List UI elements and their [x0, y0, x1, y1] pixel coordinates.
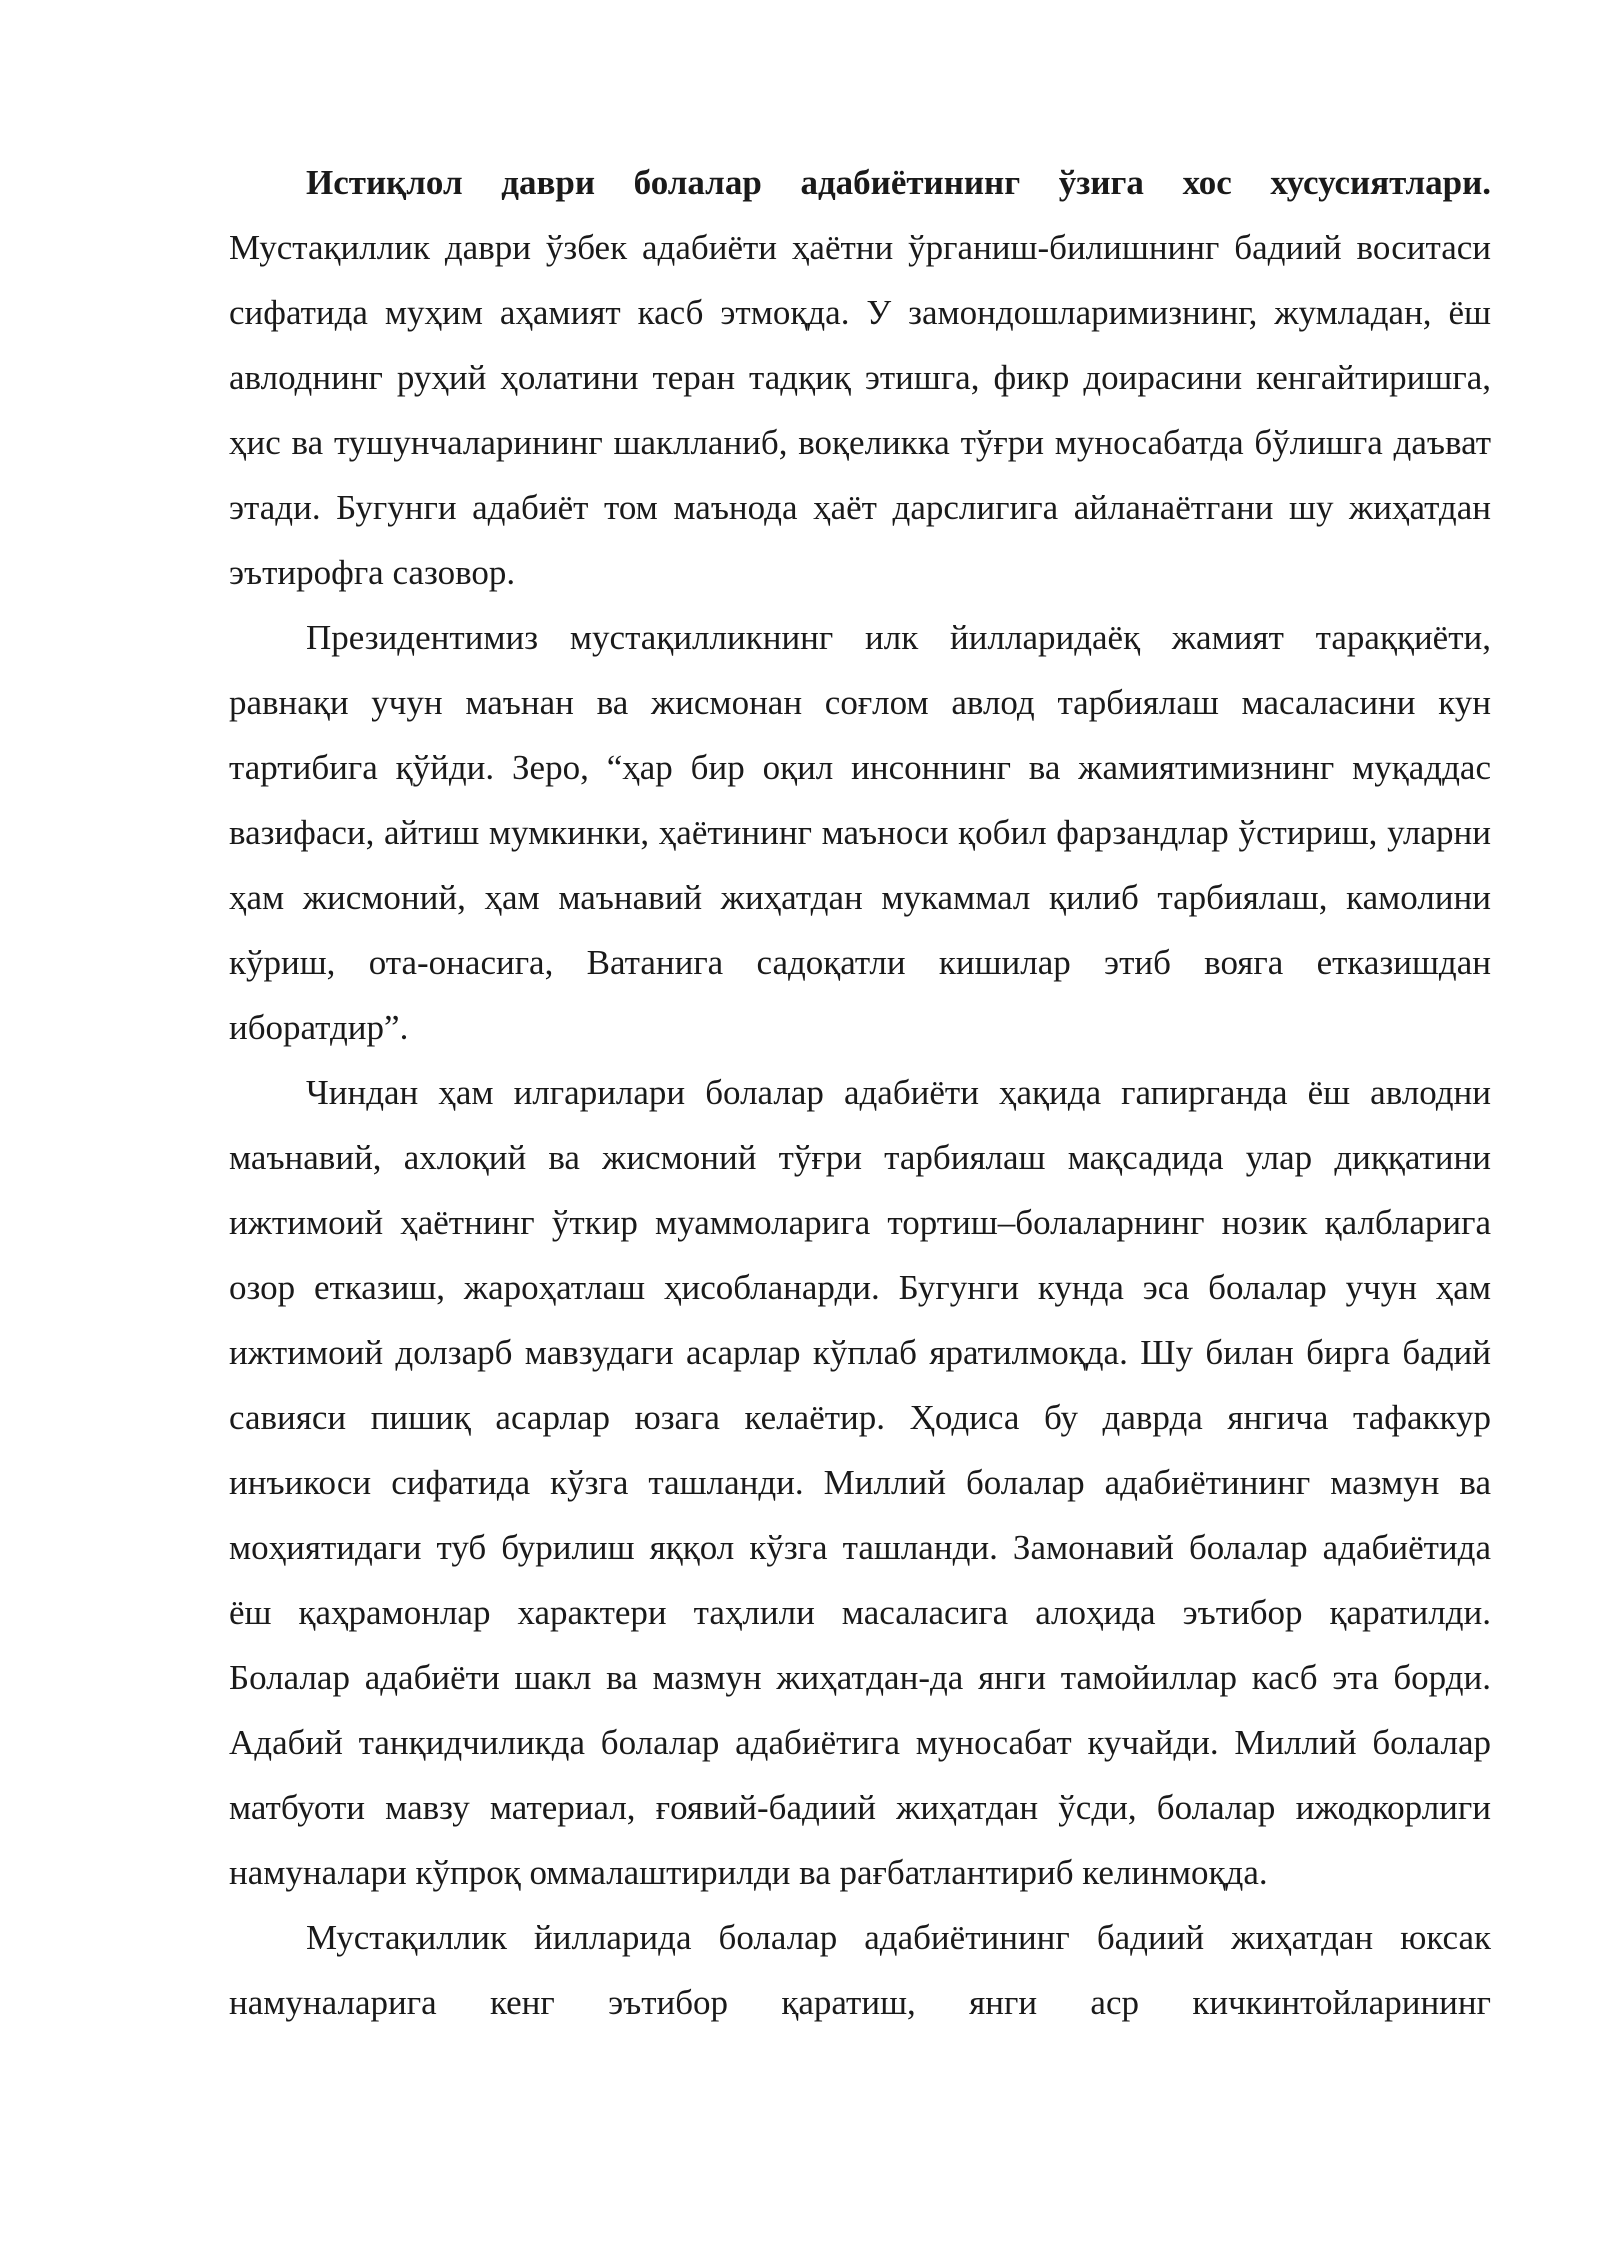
paragraph-4: Мустақиллик йилларида болалар адабиётининг бадиий жиҳатдан юксак намуналарига кенг эътибор қаратиш, янги аср кичкинтойларининг: [229, 1918, 1491, 2022]
paragraph-3: Чиндан ҳам илгарилари болалар адабиёти ҳақида гапирганда ёш авлодни маънавий, ахлоқий ва жисмоний тўғри тарбиялаш мақсадида улар диққатини ижтимоий ҳаётнинг ўткир муаммоларига тортиш–болаларнинг нозик қалбларига озор етказиш, жароҳатлаш ҳисобланарди. Бугунги кунда эса болалар учун ҳам ижтимоий долзарб мавзудаги асарлар кўплаб яратилмоқда. Шу билан бирга бадий савияси пишиқ асарлар юзага келаётир. Ҳодиса бу даврда янгича тафаккур инъикоси сифатида кўзга ташланди. Миллий болалар адабиётининг мазмун ва моҳиятидаги туб бурилиш яққол кўзга ташланди. Замонавий болалар адабиётида ёш қаҳрамонлар характери таҳлили масаласига алоҳида эътибор қаратилди. Болалар адабиёти шакл ва мазмун жиҳатдан-да янги тамойиллар касб эта борди. Адабий танқидчиликда болалар адабиётига муносабат кучайди. Миллий болалар матбуоти мавзу материал, ғоявий-бадиий жиҳатдан ўсди, болалар ижодкорлиги намуналари кўпроқ оммалаштирилди ва рағбатлантириб келинмоқда.: [229, 1073, 1491, 1892]
paragraph-2: Президентимиз мустақилликнинг илк йилларидаёқ жамият тараққиёти, равнақи учун маънан ва жисмонан соғлом авлод тарбиялаш масаласини кун тартибига қўйди. Зеро, “ҳар бир оқил инсоннинг ва жамиятимизнинг муқаддас вазифаси, айтиш мумкинки, ҳаётининг маъноси қобил фарзандлар ўстириш, уларни ҳам жисмоний, ҳам маънавий жиҳатдан мукаммал қилиб тарбиялаш, камолини кўриш, ота-онасига, Ватанига садоқатли кишилар этиб вояга етказишдан иборатдир”.: [229, 618, 1491, 1047]
paragraph-1: [229, 150, 1491, 605]
section-heading: Истиқлол даври болалар адабиётининг ўзига хос хусусиятлари.: [306, 163, 1491, 202]
paragraph-1-text: Мустақиллик даври ўзбек адабиёти ҳаётни ўрганиш-билишнинг бадиий воситаси сифатида муҳим аҳамият касб этмоқда. У замондошларимизнинг, жумладан, ёш авлоднинг руҳий ҳолатини теран тадқиқ этишга, фикр доирасини кенгайтиришга, ҳис ва тушунчаларининг шаклланиб, воқеликка тўғри муносабатда бўлишга даъват этади. Бугунги адабиёт том маънода ҳаёт дарслигига айланаётгани шу жиҳатдан эътирофга сазовор.: [229, 228, 1491, 592]
document-page: [229, 150, 1491, 2035]
